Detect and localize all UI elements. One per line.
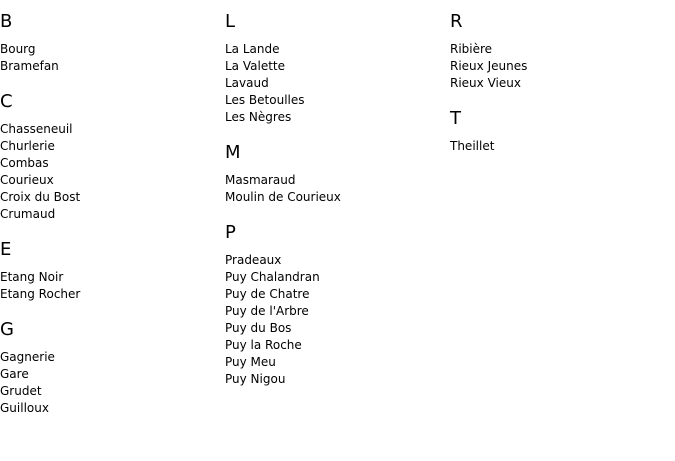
place-link[interactable]: Puy Meu [225, 355, 276, 369]
place-link[interactable]: Lavaud [225, 76, 269, 90]
letter-group [0, 11, 220, 75]
place-link[interactable]: Rieux Vieux [450, 76, 521, 90]
index-column-2 [225, 0, 445, 388]
letter-heading: C [0, 91, 13, 112]
place-link[interactable]: Gare [0, 367, 29, 381]
place-link[interactable]: Bourg [0, 42, 36, 56]
place-link[interactable]: Les Nègres [225, 110, 292, 124]
letter-heading: L [225, 11, 236, 32]
place-link[interactable]: Churlerie [0, 139, 55, 153]
place-link[interactable]: Gagnerie [0, 350, 55, 364]
letter-group [0, 91, 220, 223]
letter-group [0, 319, 220, 417]
letter-heading: R [450, 11, 463, 32]
letter-heading: G [0, 319, 14, 340]
place-link[interactable]: Guilloux [0, 401, 49, 415]
place-link[interactable]: Puy de Chatre [225, 287, 310, 301]
place-link[interactable]: La Valette [225, 59, 285, 73]
letter-group [450, 11, 670, 92]
index-column-1 [0, 0, 220, 417]
place-link[interactable]: Bramefan [0, 59, 59, 73]
place-link[interactable]: Etang Rocher [0, 287, 81, 301]
place-link[interactable]: Rieux Jeunes [450, 59, 528, 73]
place-list [0, 269, 220, 303]
place-link[interactable]: Puy de l'Arbre [225, 304, 309, 318]
letter-heading: T [450, 108, 461, 129]
letter-heading: E [0, 239, 12, 260]
place-link[interactable]: Etang Noir [0, 270, 64, 284]
place-link[interactable]: Chasseneuil [0, 122, 73, 136]
letter-group [0, 239, 220, 303]
place-link[interactable]: Pradeaux [225, 253, 282, 267]
place-link[interactable]: Crumaud [0, 207, 56, 221]
place-list [450, 138, 670, 155]
place-list [225, 41, 445, 126]
place-link[interactable]: Moulin de Courieux [225, 190, 341, 204]
letter-heading: P [225, 222, 236, 243]
letter-heading: B [0, 11, 13, 32]
index-column-3 [450, 0, 670, 155]
place-link[interactable]: Croix du Bost [0, 190, 81, 204]
place-list [225, 252, 445, 388]
letter-group [225, 222, 445, 388]
place-link[interactable]: Puy du Bos [225, 321, 292, 335]
place-link[interactable]: Theillet [450, 139, 495, 153]
place-list [0, 41, 220, 75]
place-list [450, 41, 670, 92]
place-link[interactable]: Puy Nigou [225, 372, 286, 386]
letter-group [225, 11, 445, 126]
letter-heading: M [225, 142, 241, 163]
place-link[interactable]: Courieux [0, 173, 54, 187]
place-list [225, 172, 445, 206]
place-link[interactable]: Puy la Roche [225, 338, 302, 352]
letter-group [225, 142, 445, 206]
place-list [0, 349, 220, 417]
place-link[interactable]: Puy Chalandran [225, 270, 320, 284]
place-link[interactable]: Combas [0, 156, 49, 170]
place-link[interactable]: Grudet [0, 384, 42, 398]
letter-group [450, 108, 670, 155]
place-link[interactable]: Ribière [450, 42, 493, 56]
place-link[interactable]: Les Betoulles [225, 93, 305, 107]
place-link[interactable]: La Lande [225, 42, 280, 56]
place-list [0, 121, 220, 223]
place-link[interactable]: Masmaraud [225, 173, 296, 187]
